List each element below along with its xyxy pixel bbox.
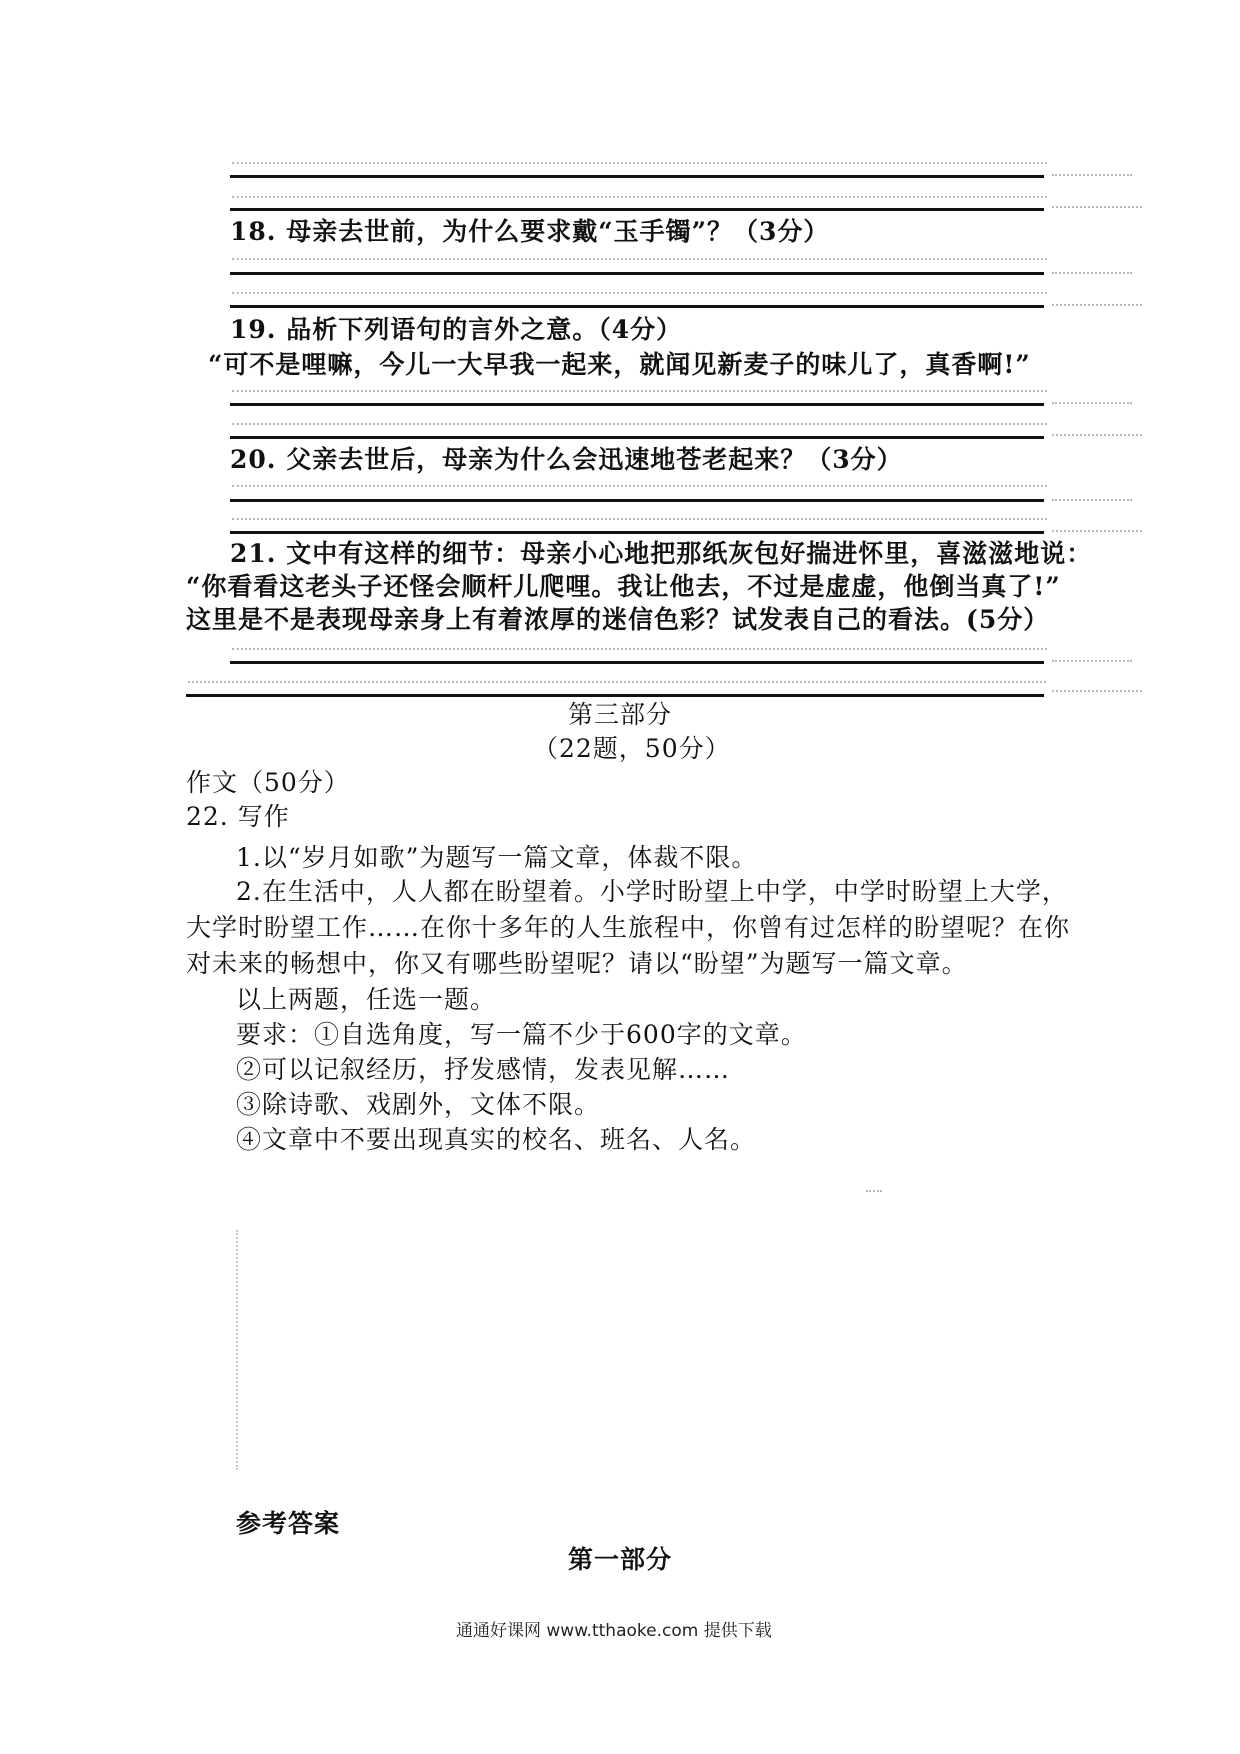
answer-dots-21-2 [188,681,1046,683]
answer-line-20-2 [230,531,1044,534]
question-21-line-2: “你看看这老头子还怪会顺杆儿爬哩。我让他去，不过是虚虚，他倒当真了!” [186,572,1061,601]
margin-dots-3 [1052,272,1132,274]
margin-dots-7 [1052,499,1132,501]
scan-dots-column [236,1230,238,1470]
answer-dots-top-2 [232,196,1047,198]
part-3-title: 第三部分 [568,700,673,729]
part-3-subtitle: （22题，50分） [533,734,731,763]
margin-dots-6 [1052,434,1142,436]
question-19: 19. 品析下列语句的言外之意。（4分） [230,315,683,344]
composition-requirement-2: ②可以记叙经历，抒发感情，发表见解…… [236,1055,731,1084]
answers-heading: 参考答案 [236,1509,341,1538]
margin-dots-5 [1052,402,1132,404]
margin-dots-9 [1052,660,1132,662]
question-19-quote: “可不是哩嘛，今儿一大早我一起来，就闻见新麦子的味儿了，真香啊!” [208,350,1031,379]
composition-option-2-line-1: 2.在生活中，人人都在盼望着。小学时盼望上中学，中学时盼望上大学， [236,877,1068,906]
answer-dots-19-1 [232,390,1047,392]
margin-dots-1 [1052,174,1132,176]
composition-option-1: 1.以“岁月如歌”为题写一篇文章，体裁不限。 [236,843,758,872]
answer-line-21-1 [230,661,1044,664]
answer-line-18-2 [230,305,1044,308]
answer-line-18-1 [230,272,1044,275]
question-21-line-1: 21. 文中有这样的细节：母亲小心地把那纸灰包好揣进怀里，喜滋滋地说： [230,539,1093,568]
footer-download-note: 通通好课网 www.tthaoke.com 提供下载 [456,1621,772,1641]
margin-dots-8 [1052,530,1142,532]
composition-choose: 以上两题，任选一题。 [236,985,497,1014]
margin-dots-2 [1052,206,1142,208]
composition-label: 作文（50分） [186,768,350,797]
question-18: 18. 母亲去世前，为什么要求戴“玉手镯”？（3分） [230,217,830,246]
answers-part-1: 第一部分 [568,1545,673,1574]
margin-dots-10 [1052,690,1142,692]
composition-option-2-line-3: 对未来的畅想中，你又有哪些盼望呢？请以“盼望”为题写一篇文章。 [186,949,968,978]
question-20: 20. 父亲去世后，母亲为什么会迅速地苍老起来？（3分） [230,445,903,474]
answer-dots-18-1 [232,258,1047,260]
answer-line-top-1 [230,175,1044,178]
composition-requirement-1: 要求：①自选角度，写一篇不少于600字的文章。 [236,1020,807,1049]
composition-option-2-line-2: 大学时盼望工作……在你十多年的人生旅程中，你曾有过怎样的盼望呢？在你 [186,913,1071,942]
answer-dots-19-2 [232,423,1047,425]
answer-dots-20-1 [232,485,1047,487]
composition-requirement-3: ③除诗歌、戏剧外，文体不限。 [236,1090,601,1119]
scan-dots-short [866,1190,882,1192]
answer-dots-20-2 [232,518,1047,520]
margin-dots-4 [1052,304,1142,306]
answer-dots-18-2 [232,292,1047,294]
answer-line-19-1 [230,403,1044,406]
question-22: 22. 写作 [186,802,290,831]
answer-line-top-2 [230,208,1044,211]
answer-line-20-1 [230,499,1044,502]
answer-dots-top-1 [232,162,1047,164]
answer-dots-21-1 [232,648,1047,650]
answer-line-19-2 [230,436,1044,439]
question-21-line-3: 这里是不是表现母亲身上有着浓厚的迷信色彩？试发表自己的看法。(5分） [186,605,1050,634]
composition-requirement-4: ④文章中不要出现真实的校名、班名、人名。 [236,1125,757,1154]
answer-line-21-2 [186,694,1044,697]
